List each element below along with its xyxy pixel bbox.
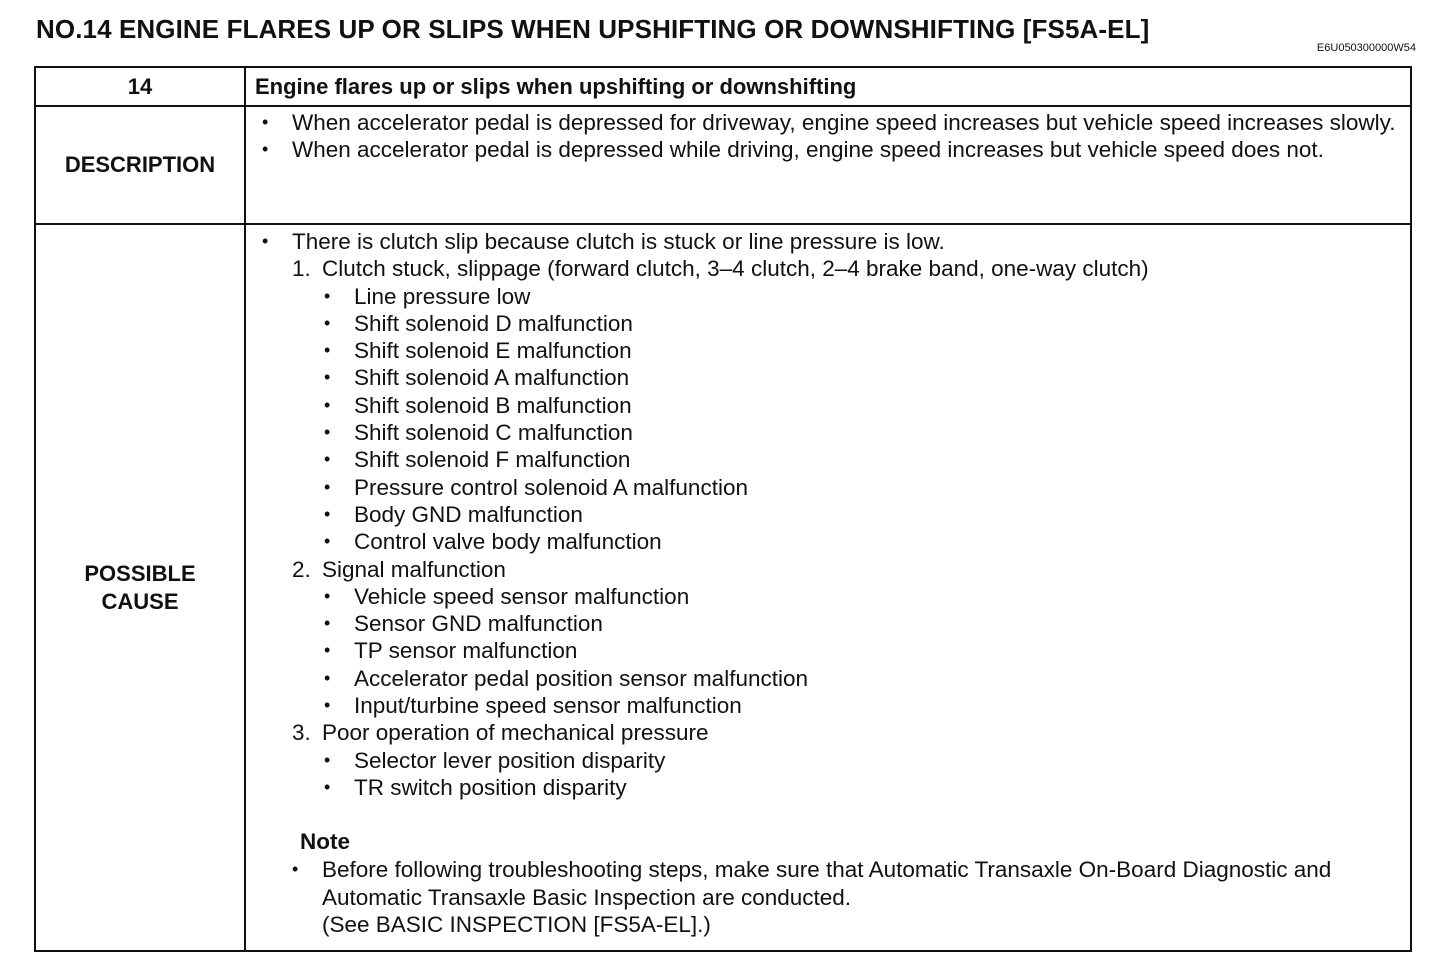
cause-item: TR switch position disparity — [354, 774, 627, 800]
note-item — [246, 856, 1402, 911]
cause-item: Vehicle speed sensor malfunction — [354, 583, 690, 609]
cause-item: Shift solenoid E malfunction — [354, 338, 632, 364]
note-text: Before following troubleshooting steps, make sure that Automatic Transaxle On-Board Diagnostic and Automatic Transaxle Basic Inspection are conducted. — [322, 857, 1332, 910]
bullet-icon: • — [324, 695, 331, 716]
possible-cause-label-line: CAUSE — [101, 588, 179, 614]
note-title: Note — [300, 829, 350, 855]
list-item — [246, 446, 1402, 473]
description-row — [35, 106, 1411, 224]
cause-item: Shift solenoid B malfunction — [354, 392, 632, 418]
list-item — [246, 337, 1402, 364]
cause-item: Accelerator pedal position sensor malfunction — [354, 665, 808, 691]
list-item — [246, 310, 1402, 337]
cause-item: Body GND malfunction — [354, 501, 583, 527]
trouble-heading: Engine flares up or slips when upshifting or downshifting — [245, 67, 1411, 106]
bullet-icon: • — [262, 139, 269, 160]
cause-item: Pressure control solenoid A malfunction — [354, 474, 748, 500]
list-item — [246, 109, 1402, 136]
bullet-icon: • — [324, 503, 331, 524]
list-item — [246, 637, 1402, 664]
group-number: 2. — [292, 556, 311, 582]
bullet-icon: • — [324, 449, 331, 470]
bullet-icon: • — [324, 531, 331, 552]
list-item — [246, 692, 1402, 719]
bullet-icon: • — [324, 613, 331, 634]
possible-cause-row — [35, 224, 1411, 951]
troubleshooting-table — [34, 66, 1412, 952]
description-label: DESCRIPTION — [35, 106, 245, 224]
bullet-icon: • — [262, 112, 269, 132]
description-text: When accelerator pedal is depressed for driveway, engine speed increases but vehicle speed increases slowly. — [292, 110, 1396, 135]
cause-item: Sensor GND malfunction — [354, 611, 603, 637]
cause-item: Control valve body malfunction — [354, 529, 662, 555]
cause-item: Input/turbine speed sensor malfunction — [354, 693, 742, 719]
cause-group-title — [246, 255, 1402, 282]
note-reference: (See BASIC INSPECTION [FS5A-EL].) — [322, 911, 711, 937]
bullet-icon: • — [324, 367, 331, 388]
bullet-icon: • — [324, 394, 331, 415]
group-title-text: Signal malfunction — [322, 556, 506, 582]
bullet-icon: • — [324, 340, 331, 361]
possible-cause-label-line: POSSIBLE — [84, 560, 196, 586]
bullet-icon: • — [324, 476, 331, 497]
cause-intro: There is clutch slip because clutch is stuck or line pressure is low. — [292, 229, 945, 254]
cause-item: Selector lever position disparity — [354, 747, 666, 773]
trouble-number: 14 — [35, 67, 245, 106]
list-item — [246, 528, 1402, 555]
list-item — [246, 474, 1402, 501]
cause-item: Shift solenoid C malfunction — [354, 420, 633, 446]
list-item — [246, 419, 1402, 446]
cause-item: Shift solenoid A malfunction — [354, 365, 630, 391]
list-item — [246, 747, 1402, 774]
list-item — [246, 364, 1402, 391]
list-item — [246, 610, 1402, 637]
cause-item: Shift solenoid F malfunction — [354, 447, 631, 473]
group-title-text: Poor operation of mechanical pressure — [322, 720, 709, 746]
list-item — [246, 501, 1402, 528]
list-item — [246, 136, 1402, 163]
cause-group-title — [246, 556, 1402, 583]
description-body — [245, 106, 1411, 224]
document-code: E6U050300000W54 — [1316, 42, 1416, 54]
list-item — [246, 228, 1402, 255]
cause-group-title — [246, 719, 1402, 746]
group-number: 1. — [292, 256, 311, 282]
bullet-icon: • — [292, 859, 299, 880]
cause-item: Shift solenoid D malfunction — [354, 310, 633, 336]
bullet-icon: • — [324, 749, 331, 770]
list-item — [246, 283, 1402, 310]
possible-cause-label — [35, 224, 245, 951]
bullet-icon: • — [324, 585, 331, 606]
bullet-icon: • — [324, 312, 331, 333]
bullet-icon: • — [324, 640, 331, 661]
list-item — [246, 774, 1402, 801]
cause-item: TP sensor malfunction — [354, 638, 578, 664]
table-header-row — [35, 67, 1411, 106]
description-text: When accelerator pedal is depressed while driving, engine speed increases but vehicle speed does not. — [292, 137, 1324, 163]
cause-item: Line pressure low — [354, 283, 531, 309]
possible-cause-body — [245, 224, 1411, 951]
bullet-icon: • — [324, 422, 331, 443]
list-item — [246, 583, 1402, 610]
group-title-text: Clutch stuck, slippage (forward clutch, 3–4 clutch, 2–4 brake band, one-way clutch) — [322, 256, 1149, 282]
list-item — [246, 665, 1402, 692]
bullet-icon: • — [324, 776, 331, 797]
page-title: NO.14 ENGINE FLARES UP OR SLIPS WHEN UPSHIFTING OR DOWNSHIFTING [FS5A-EL] — [36, 14, 1150, 44]
list-item — [246, 392, 1402, 419]
bullet-icon: • — [324, 285, 331, 306]
bullet-icon: • — [262, 231, 269, 251]
bullet-icon: • — [324, 667, 331, 688]
group-number: 3. — [292, 720, 311, 746]
